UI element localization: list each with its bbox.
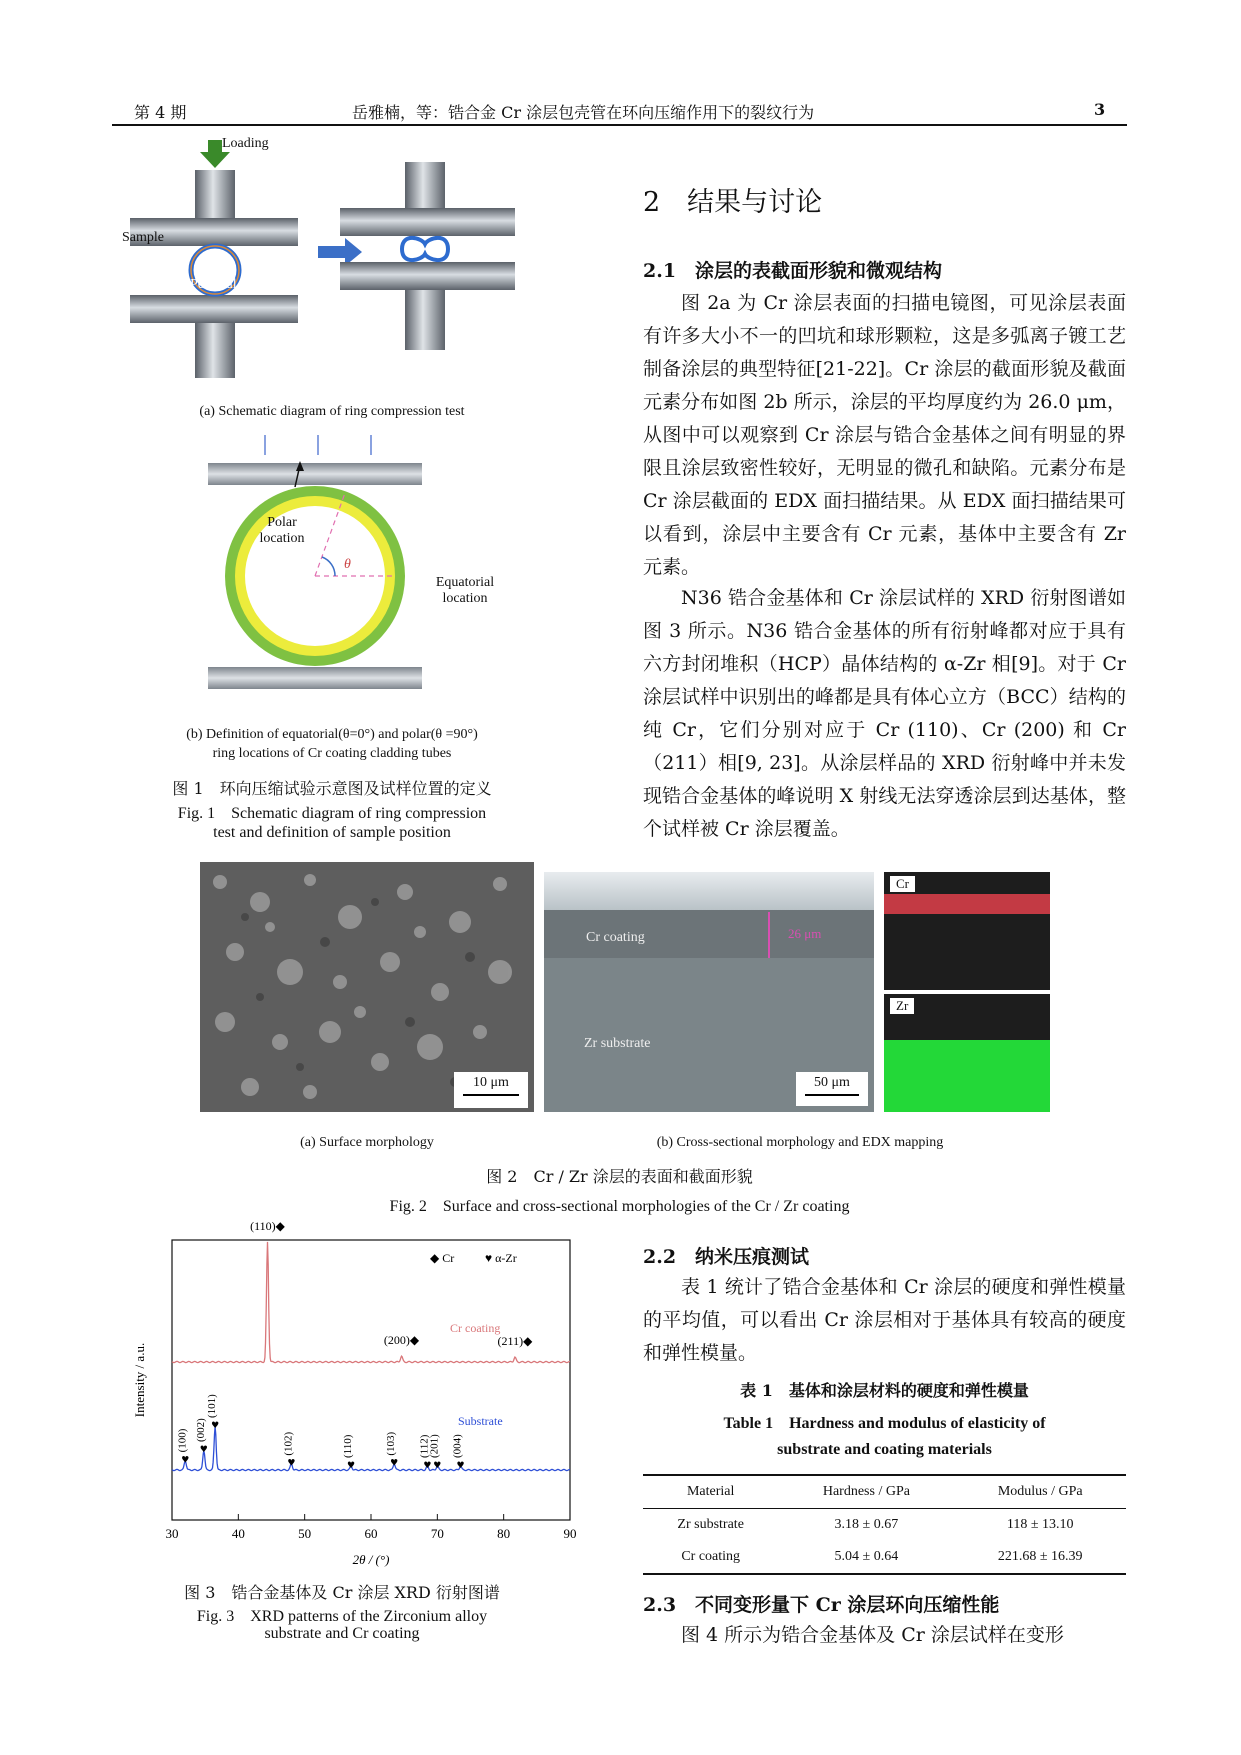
zr-substrate-label: Zr substrate xyxy=(584,1036,651,1051)
scalebar-a xyxy=(454,1072,528,1108)
subsection-2-2-title: 2.2 纳米压痕测试 xyxy=(643,1246,810,1268)
table1-caption-en-line2: substrate and coating materials xyxy=(777,1441,992,1458)
peak-label: (103) xyxy=(385,1431,398,1456)
fig2-caption-en: Fig. 2 Surface and cross-sectional morphologies of the Cr / Zr coating xyxy=(389,1198,850,1215)
xrd-series-line-1 xyxy=(172,1427,570,1471)
paragraph-2-2: 表 1 统计了锆合金基体和 Cr 涂层的硬度和弹性模量的平均值，可以看出 Cr 涂层相对于基体具有较高的硬度和弹性模量。 xyxy=(643,1276,1126,1364)
pedestal-label: Pedestal xyxy=(190,277,237,292)
fig3-caption-zh: 图 3 锆合金基体及 Cr 涂层 XRD 衍射图谱 xyxy=(184,1583,500,1602)
edx-map-zr xyxy=(884,994,1050,1112)
alpha-zr-marker: ♥ xyxy=(199,1445,208,1455)
scalebar-b-label: 50 μm xyxy=(814,1075,850,1090)
fig2b-subcaption: (b) Cross-sectional morphology and EDX mapping xyxy=(656,1135,944,1150)
alpha-zr-marker: ♥ xyxy=(347,1461,356,1471)
table-cell: Zr substrate xyxy=(677,1517,744,1532)
surface-morphology-image xyxy=(200,862,534,1112)
polar-label xyxy=(252,515,312,547)
zr-signal-band xyxy=(884,1040,1050,1112)
alpha-zr-marker: ♥ xyxy=(287,1458,296,1469)
page-number: 3 xyxy=(1094,100,1106,119)
table-header-cell: Modulus / GPa xyxy=(997,1484,1083,1499)
alpha-zr-marker: ♥ xyxy=(433,1461,442,1471)
table-row xyxy=(643,1541,1126,1574)
fig1a-subcaption: (a) Schematic diagram of ring compression test xyxy=(199,404,465,419)
sample-label: Sample xyxy=(122,230,164,245)
plot-frame xyxy=(172,1240,570,1520)
table-cell: 221.68 ± 16.39 xyxy=(997,1549,1083,1564)
cr-coating-label: Cr coating xyxy=(586,930,645,945)
cr-signal-band xyxy=(884,894,1050,914)
peak-label: (110) xyxy=(342,1434,355,1458)
issue-label: 第 4 期 xyxy=(134,103,187,122)
x-tick-label: 70 xyxy=(430,1526,444,1541)
x-tick-label: 30 xyxy=(165,1526,179,1541)
fig1-caption-en-line1: Fig. 1 Schematic diagram of ring compression xyxy=(177,805,487,822)
surface-band xyxy=(544,872,874,910)
fig2a-subcaption: (a) Surface morphology xyxy=(300,1135,434,1150)
peak-label: (101) xyxy=(206,1394,219,1418)
transition-arrow xyxy=(318,238,362,266)
loading-label: Loading xyxy=(222,136,269,151)
table-cell: Cr coating xyxy=(681,1549,741,1564)
header-rule xyxy=(112,124,1127,126)
polar-label-line1: Polar xyxy=(267,515,297,530)
legend-cr: ◆ Cr xyxy=(430,1251,455,1265)
fig2-caption-zh: 图 2 Cr / Zr 涂层的表面和截面形貌 xyxy=(486,1167,753,1186)
x-tick-label: 50 xyxy=(298,1526,312,1541)
fig1b-subcaption-line2: ring locations of Cr coating cladding tubes xyxy=(212,746,452,761)
table-cell: 5.04 ± 0.64 xyxy=(834,1549,899,1564)
fig3-caption-en-line2: substrate and Cr coating xyxy=(264,1625,420,1642)
thickness-label: 26 μm xyxy=(788,926,822,941)
scalebar-a-label: 10 μm xyxy=(473,1075,509,1090)
peak-label: (100) xyxy=(176,1428,189,1453)
equatorial-label-line1: Equatorial xyxy=(435,575,495,590)
alpha-zr-marker: ♥ xyxy=(423,1461,432,1471)
x-tick-label: 90 xyxy=(563,1526,577,1541)
peak-label: (211)◆ xyxy=(497,1334,533,1349)
cross-section-image xyxy=(544,872,874,1112)
figure1a xyxy=(122,136,590,420)
polar-label-line2: location xyxy=(259,531,305,546)
peak-label: (200)◆ xyxy=(383,1333,420,1347)
xrd-chart xyxy=(130,1219,590,1580)
x-axis-label: 2θ / (°) xyxy=(352,1552,390,1567)
paragraph-2-1-a: 图 2a 为 Cr 涂层表面的扫描电镜图，可见涂层表面有许多大小不一的凹坑和球形颗粒，这是多弧离子镀工艺制备涂层的典型特征[21-22]。Cr 涂层的截面形貌及截面元素分布如图 2b 所示，涂层的平均厚度约为 26.0 μm，从图中可以观察到 Cr 涂层与锆合金基体之间有明显的界限且涂层致密性较好，无明显的微孔和缺陷。元素分布是 Cr 涂层截面的 EDX 面扫描结果。从 EDX 面扫描结果可以看到，涂层中主要含有 Cr 元素，基体中主要含有 Zr 元素。 xyxy=(643,292,1126,578)
x-tick-label: 80 xyxy=(497,1526,511,1541)
table-cell: 118 ± 13.10 xyxy=(1006,1517,1074,1532)
fig1-caption-zh: 图 1 环向压缩试验示意图及试样位置的定义 xyxy=(172,779,492,798)
running-title: 岳雅楠，等：锆合金 Cr 涂层包壳管在环向压缩作用下的裂纹行为 xyxy=(352,103,815,122)
deformed-ring xyxy=(402,238,448,260)
subsection-2-1-title: 2.1 涂层的表截面形貌和微观结构 xyxy=(643,260,943,282)
table1 xyxy=(643,1474,1126,1575)
peak-label: (004) xyxy=(451,1434,464,1458)
table-header-cell: Material xyxy=(686,1484,735,1499)
alpha-zr-marker: ♥ xyxy=(211,1421,220,1431)
x-tick-label: 60 xyxy=(364,1526,378,1541)
peak-label: (002) xyxy=(194,1418,207,1442)
paragraph-2-1-b: N36 锆合金基体和 Cr 涂层试样的 XRD 衍射图谱如图 3 所示。N36 锆合金基体的所有衍射峰都对应于具有六方封闭堆积（HCP）晶体结构的 α-Zr 相[9]。对于 Cr 涂层试样中识别出的峰都是具有体心立方（BCC）结构的纯 Cr，它们分别对应于 Cr (110)、Cr (200) 和 Cr（211）相[9, 23]。从涂层样品的 XRD 衍射峰中并未发现锆合金基体的峰说明 X 射线无法穿透涂层到达基体，整个试样被 Cr 涂层覆盖。 xyxy=(643,587,1126,840)
xrd-chart-svg xyxy=(130,1219,590,1580)
edx-map-cr xyxy=(884,872,1050,990)
fig1-caption-en-line2: test and definition of sample position xyxy=(213,824,451,841)
alpha-zr-marker: ♥ xyxy=(390,1458,399,1469)
alpha-zr-marker: ♥ xyxy=(456,1461,465,1471)
alpha-zr-marker: ♥ xyxy=(181,1455,190,1466)
x-tick-label: 40 xyxy=(231,1526,245,1541)
fig3-caption-en-line1: Fig. 3 XRD patterns of the Zirconium alloy xyxy=(196,1608,488,1625)
table-header-cell: Hardness / GPa xyxy=(822,1484,910,1499)
equatorial-label-line2: location xyxy=(442,591,488,606)
series-label: Cr coating xyxy=(450,1321,501,1335)
table-row xyxy=(643,1509,1126,1542)
fig1b-subcaption-line1: (b) Definition of equatorial(θ=0°) and polar(θ =90°) xyxy=(186,727,478,742)
scalebar-b xyxy=(796,1072,868,1106)
table-header-row xyxy=(643,1475,1126,1509)
subsection-2-3-title: 2.3 不同变形量下 Cr 涂层环向压缩性能 xyxy=(643,1594,1000,1616)
cr-map-label: Cr xyxy=(890,876,915,892)
paragraph-2-3: 图 4 所示为锆合金基体及 Cr 涂层试样在变形 xyxy=(681,1624,1064,1646)
peak-label: (110)◆ xyxy=(250,1219,285,1233)
series-label: Substrate xyxy=(458,1414,503,1428)
thickness-marker xyxy=(768,912,770,958)
peak-label: (102) xyxy=(282,1431,295,1456)
y-axis-label: Intensity / a.u. xyxy=(132,1342,147,1418)
legend-alpha-zr: ♥ α-Zr xyxy=(485,1251,517,1265)
table-cell: 3.18 ± 0.67 xyxy=(834,1517,899,1532)
theta-label: θ xyxy=(344,557,351,572)
table1-caption-en-line1: Table 1 Hardness and modulus of elasticity of xyxy=(723,1415,1046,1432)
equatorial-label xyxy=(420,575,510,607)
table1-caption-zh: 表 1 基体和涂层材料的硬度和弹性模量 xyxy=(740,1381,1029,1400)
zr-map-label: Zr xyxy=(890,998,914,1014)
figure1b xyxy=(200,435,560,715)
peak-label: (201) xyxy=(428,1434,441,1458)
section-title: 2 结果与讨论 xyxy=(643,187,823,218)
peak-label: (112) xyxy=(418,1434,431,1458)
